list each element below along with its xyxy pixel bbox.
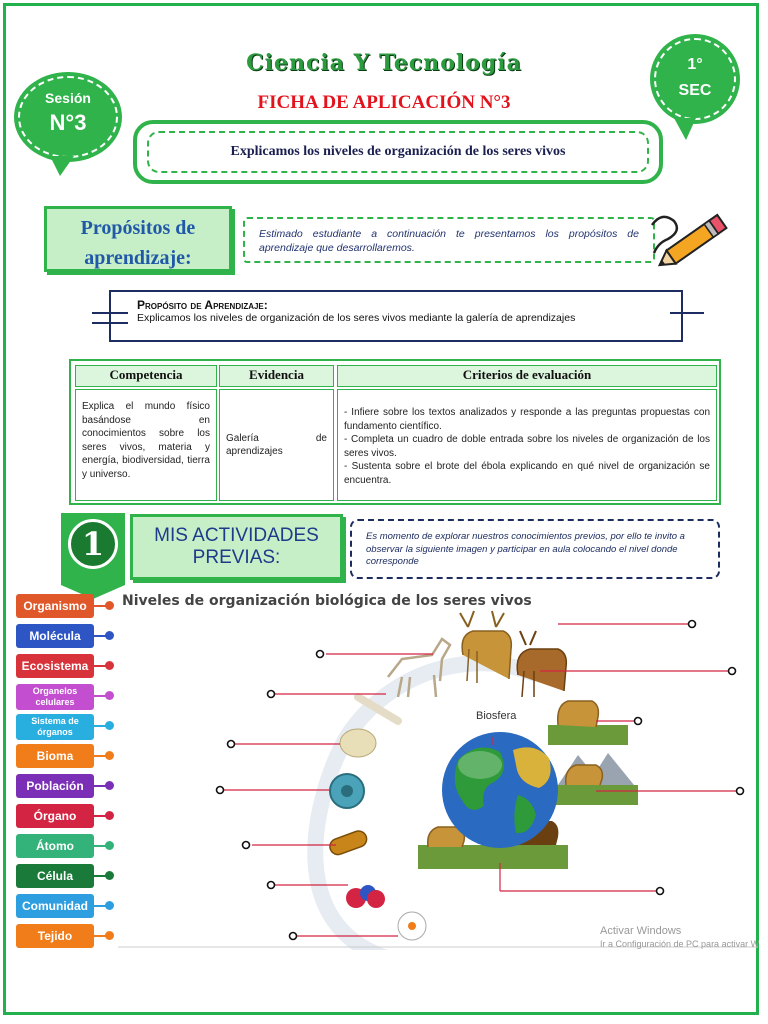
activities-heading-line2: PREVIAS:: [192, 547, 281, 568]
population-illustration: [517, 631, 566, 697]
purposes-intro: Estimado estudiante a continuación te presentamos los propósitos de aprendizaje que desarrollaremos.: [243, 217, 655, 263]
biosphere-globe: [442, 732, 558, 848]
level-label-celula[interactable]: [16, 864, 94, 888]
topic-banner: [133, 120, 663, 184]
level-label-molecula[interactable]: [16, 624, 94, 648]
session-label: Sesión: [45, 90, 91, 106]
diagram-title: Niveles de organización biológica de los seres vivos: [122, 593, 532, 609]
label-dot: [105, 721, 114, 730]
watermark-line2: Ir a Configuración de PC para activar W: [600, 939, 760, 949]
level-label-text: Órgano: [33, 808, 77, 823]
label-dot: [105, 871, 114, 880]
label-dot: [105, 811, 114, 820]
level-label-text: Tejido: [37, 928, 73, 943]
level-label-text: Población: [26, 778, 84, 793]
community-illustration: [548, 701, 628, 745]
biosphere-label: Biosfera: [476, 710, 517, 722]
table-header-competencia: Competencia: [75, 365, 217, 387]
activity-number: 1: [68, 519, 118, 569]
level-label-text: Célula: [36, 868, 73, 883]
label-dot: [105, 751, 114, 760]
page-title: Ciencia Y Tecnología: [246, 50, 522, 76]
windows-activation-watermark: [600, 925, 759, 951]
level-label-ecosistema[interactable]: [16, 654, 94, 678]
level-label-organelos[interactable]: [16, 684, 94, 710]
level-label-bioma[interactable]: [16, 744, 94, 768]
criterio-item: - Infiere sobre los textos analizados y responde a las preguntas propuestas con fundamento científico.: [344, 407, 710, 432]
level-label-comunidad[interactable]: [16, 894, 94, 918]
organism-illustration: [460, 611, 511, 683]
atom-illustration: [398, 912, 426, 940]
table-header-criterios: Criterios de evaluación: [337, 365, 717, 387]
grade-level: SEC: [678, 82, 712, 99]
label-dot: [105, 931, 114, 940]
grade-badge: [650, 34, 740, 124]
level-label-organo[interactable]: [16, 804, 94, 828]
criterio-item: - Sustenta sobre el brote del ébola explicando en qué nivel de organización se encuentra.: [344, 461, 710, 486]
criterio-item: - Completa un cuadro de doble entrada sobre los niveles de organización de los seres vivos.: [344, 434, 710, 459]
level-label-text: Bioma: [36, 748, 74, 763]
level-label-sistema-organos[interactable]: [16, 714, 94, 740]
purposes-heading: [44, 206, 232, 272]
label-dot: [105, 691, 114, 700]
session-number: N°3: [49, 110, 87, 135]
label-dot: [105, 841, 114, 850]
level-label-text: Molécula: [29, 628, 81, 643]
molecule-illustration: [346, 885, 385, 908]
evaluation-table: [69, 359, 721, 505]
ecosystem-illustration: [548, 753, 638, 805]
session-badge: [14, 72, 122, 162]
activities-instructions: Es momento de explorar nuestros conocimientos previos, por ello te invito a observar la siguiente imagen y participar en aula colocando el nivel donde corresponde: [350, 519, 720, 579]
organization-levels-diagram: [118, 585, 758, 950]
organelle-illustration: [328, 829, 369, 857]
purpose-box-title: Propósito de Aprendizaje:: [137, 298, 268, 312]
level-label-poblacion[interactable]: [16, 774, 94, 798]
pencil-icon: [644, 205, 734, 270]
level-label-text: Organismo: [23, 598, 87, 613]
level-label-text: Átomo: [36, 838, 74, 853]
label-dot: [105, 781, 114, 790]
level-label-text: Sistema de órganos: [31, 716, 79, 737]
level-label-organismo[interactable]: [16, 594, 94, 618]
tissue-illustration: [340, 729, 376, 757]
activity-number-badge: [61, 513, 125, 585]
activities-heading: [130, 514, 343, 580]
purposes-heading-line1: Propósitos de: [80, 217, 196, 239]
level-label-tejido[interactable]: [16, 924, 94, 948]
topic-text: Explicamos los niveles de organización de los seres vivos: [147, 131, 649, 173]
purpose-box: [109, 290, 683, 342]
activities-heading-line1: MIS ACTIVIDADES: [154, 525, 319, 546]
level-label-text: Comunidad: [22, 898, 88, 913]
label-dot: [105, 661, 114, 670]
watermark-line1: Activar Windows: [600, 925, 682, 937]
table-cell-criterios: [337, 389, 717, 501]
purposes-heading-line2: aprendizaje:: [84, 247, 192, 269]
level-label-text: Organelos celulares: [32, 686, 78, 707]
worksheet-subtitle: FICHA DE APLICACIÓN N°3: [257, 92, 511, 113]
table-header-evidencia: Evidencia: [219, 365, 334, 387]
label-dot: [105, 631, 114, 640]
competencia-text: Explica el mundo físico basándose en conocimientos sobre los seres vivos, materia y energía, biodiversidad, tierra y universo.: [82, 401, 210, 480]
label-dot: [105, 601, 114, 610]
purpose-box-text: Explicamos los niveles de organización de los seres vivos mediante la galería de aprendizajes: [137, 312, 576, 324]
label-dot: [105, 901, 114, 910]
table-cell-competencia: [75, 389, 217, 501]
level-label-text: Ecosistema: [21, 658, 89, 673]
level-label-atomo[interactable]: [16, 834, 94, 858]
grade-number: 1°: [687, 56, 703, 73]
evidencia-text: Galería de aprendizajes: [226, 432, 327, 457]
table-cell-evidencia: [219, 389, 334, 501]
cell-illustration: [330, 774, 364, 808]
